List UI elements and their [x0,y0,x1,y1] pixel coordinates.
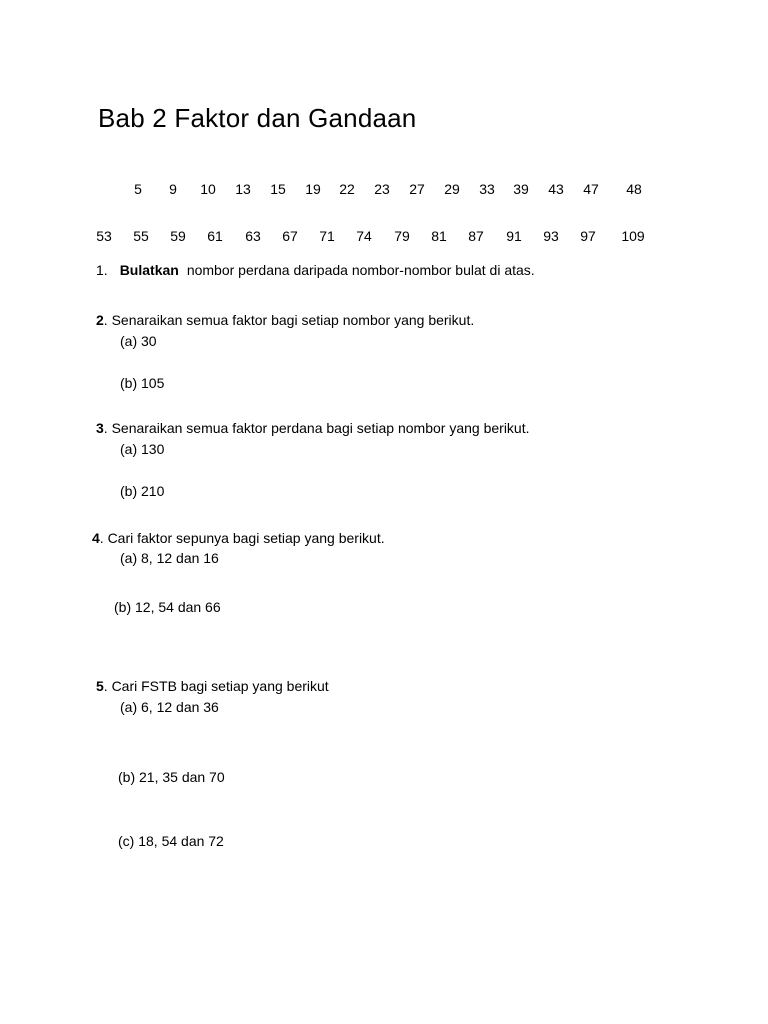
question-number: 2 [96,312,104,328]
number-item: 10 [200,181,216,197]
question-4-part-b: (b) 12, 54 dan 66 [114,599,221,615]
number-item: 97 [580,228,596,244]
question-text: nombor perdana daripada nombor-nombor bulat di atas. [186,262,535,278]
number-item: 43 [548,181,564,197]
question-5 [96,677,329,695]
number-item: 48 [626,181,642,197]
number-item: 91 [506,228,522,244]
number-item: 79 [394,228,410,244]
page-title: Bab 2 Faktor dan Gandaan [98,103,417,133]
question-4-part-a: (a) 8, 12 dan 16 [120,550,219,566]
question-5-part-b: (b) 21, 35 dan 70 [118,769,225,785]
number-item: 39 [513,181,529,197]
question-3-part-b: (b) 210 [120,483,165,499]
question-number: 5 [96,678,104,694]
question-5-part-a: (a) 6, 12 dan 36 [120,699,219,715]
number-item: 13 [235,181,251,197]
question-text: . Senaraikan semua faktor bagi setiap nombor yang berikut. [103,312,475,328]
number-item: 67 [282,228,298,244]
number-item: 63 [245,228,261,244]
question-bold-verb: Bulatkan [119,262,179,278]
question-4 [92,529,385,547]
question-5-part-c: (c) 18, 54 dan 72 [118,833,224,849]
question-number: 3 [96,420,104,436]
number-item: 19 [305,181,321,197]
question-2-part-b: (b) 105 [120,375,165,391]
number-item: 22 [339,181,355,197]
number-item: 47 [583,181,599,197]
question-2-part-a: (a) 30 [120,333,157,349]
number-item: 33 [479,181,495,197]
number-item: 29 [444,181,460,197]
question-text: . Cari faktor sepunya bagi setiap yang berikut. [99,530,385,546]
question-3 [96,419,530,437]
question-number: 1. [96,262,108,278]
number-item: 5 [134,181,142,197]
question-text: . Cari FSTB bagi setiap yang berikut [103,678,329,694]
number-item: 15 [270,181,286,197]
number-item: 71 [319,228,335,244]
number-item: 61 [207,228,223,244]
question-2 [96,311,474,329]
question-3-part-a: (a) 130 [120,441,165,457]
number-item: 81 [431,228,447,244]
number-item: 55 [133,228,149,244]
question-number: 4 [92,530,100,546]
number-item: 53 [96,228,112,244]
number-item: 23 [374,181,390,197]
question-1 [96,261,535,279]
number-item: 87 [468,228,484,244]
question-text: . Senaraikan semua faktor perdana bagi setiap nombor yang berikut. [103,420,530,436]
number-item: 109 [621,228,645,244]
number-item: 59 [170,228,186,244]
number-item: 27 [409,181,425,197]
number-item: 9 [169,181,177,197]
number-item: 93 [543,228,559,244]
number-item: 74 [356,228,372,244]
